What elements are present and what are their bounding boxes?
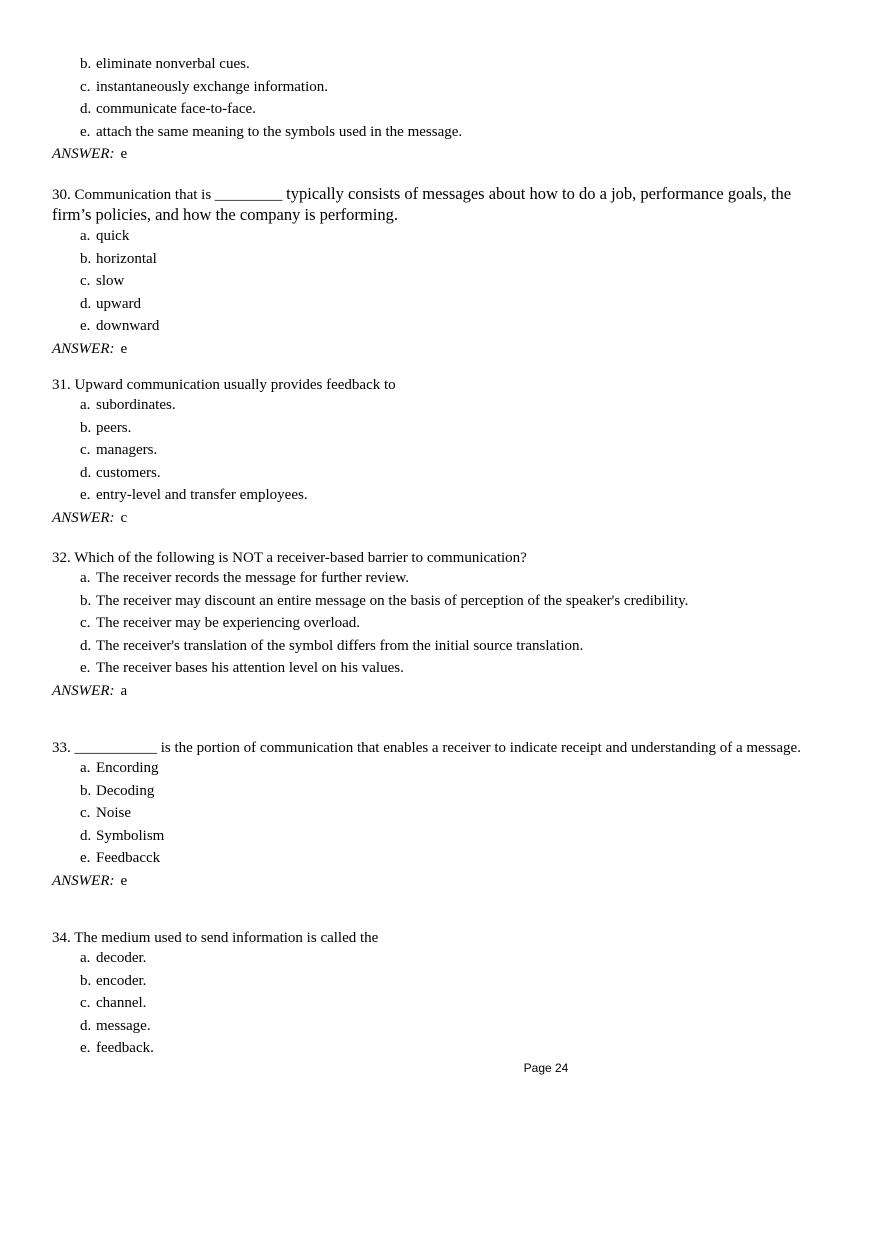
answer-line: ANSWER: e	[52, 340, 128, 357]
option-d: d. message.	[80, 1017, 151, 1034]
option-a: a. decoder.	[80, 950, 147, 966]
option-a: a. The receiver records the message for further review.	[80, 570, 410, 586]
question-29-continued	[52, 55, 832, 164]
question-30	[52, 184, 832, 359]
option-e: e. feedback.	[80, 1040, 154, 1057]
answer-line: ANSWER: e	[52, 872, 128, 889]
option-e: e. downward	[80, 318, 160, 335]
answer-options	[52, 227, 832, 336]
option-a: a. quick	[80, 228, 130, 244]
option-c: c. channel.	[80, 995, 147, 1012]
question-31	[52, 376, 832, 528]
answer-line: ANSWER: c	[52, 509, 128, 526]
answer-line: ANSWER: a	[52, 682, 128, 699]
option-c: c. slow	[80, 273, 125, 290]
option-b: b. eliminate nonverbal cues.	[80, 56, 250, 72]
question-32	[52, 549, 832, 701]
question-stem: 33. ___________ is the portion of communication that enables a receiver to indicate receipt and understanding of a message.	[52, 740, 801, 756]
option-b: b. peers.	[80, 419, 132, 436]
option-e: e. entry-level and transfer employees.	[80, 487, 308, 504]
question-34	[52, 929, 832, 1062]
option-e: e. attach the same meaning to the symbols used in the message.	[80, 123, 463, 140]
option-d: d. communicate face-to-face.	[80, 101, 256, 118]
option-b: b. The receiver may discount an entire message on the basis of perception of the speaker's credibility.	[80, 592, 689, 609]
option-e: e. Feedbacck	[80, 850, 161, 867]
question-stem: 32. Which of the following is NOT a receiver-based barrier to communication?	[52, 550, 527, 566]
option-d: d. customers.	[80, 464, 161, 481]
option-a: a. Encording	[80, 760, 159, 776]
answer-options	[52, 396, 832, 505]
option-c: c. Noise	[80, 805, 131, 822]
option-e: e. The receiver bases his attention level on his values.	[80, 660, 404, 677]
option-c: c. The receiver may be experiencing overload.	[80, 615, 361, 632]
question-33	[52, 739, 832, 891]
option-d: d. upward	[80, 295, 141, 312]
question-stem: 34. The medium used to send information is called the	[52, 930, 379, 946]
page-number: Page 24	[523, 1061, 569, 1075]
option-b: b. horizontal	[80, 250, 157, 267]
answer-line: ANSWER: e	[52, 146, 128, 163]
question-stem: 31. Upward communication usually provides feedback to	[52, 377, 396, 393]
question-stem: 30. Communication that is _________ typically consists of messages about how to do a job, performance goals, the firm’s policies, and how the company is performing.	[52, 184, 792, 224]
answer-options	[52, 55, 832, 142]
option-d: d. Symbolism	[80, 827, 165, 844]
option-d: d. The receiver's translation of the symbol differs from the initial source translation.	[80, 637, 584, 654]
option-c: c. instantaneously exchange information.	[80, 78, 329, 95]
option-b: b. Decoding	[80, 782, 155, 799]
answer-options	[52, 759, 832, 868]
answer-options	[52, 569, 832, 678]
answer-options	[52, 949, 832, 1058]
option-c: c. managers.	[80, 442, 158, 459]
option-a: a. subordinates.	[80, 397, 176, 413]
option-b: b. encoder.	[80, 972, 147, 989]
